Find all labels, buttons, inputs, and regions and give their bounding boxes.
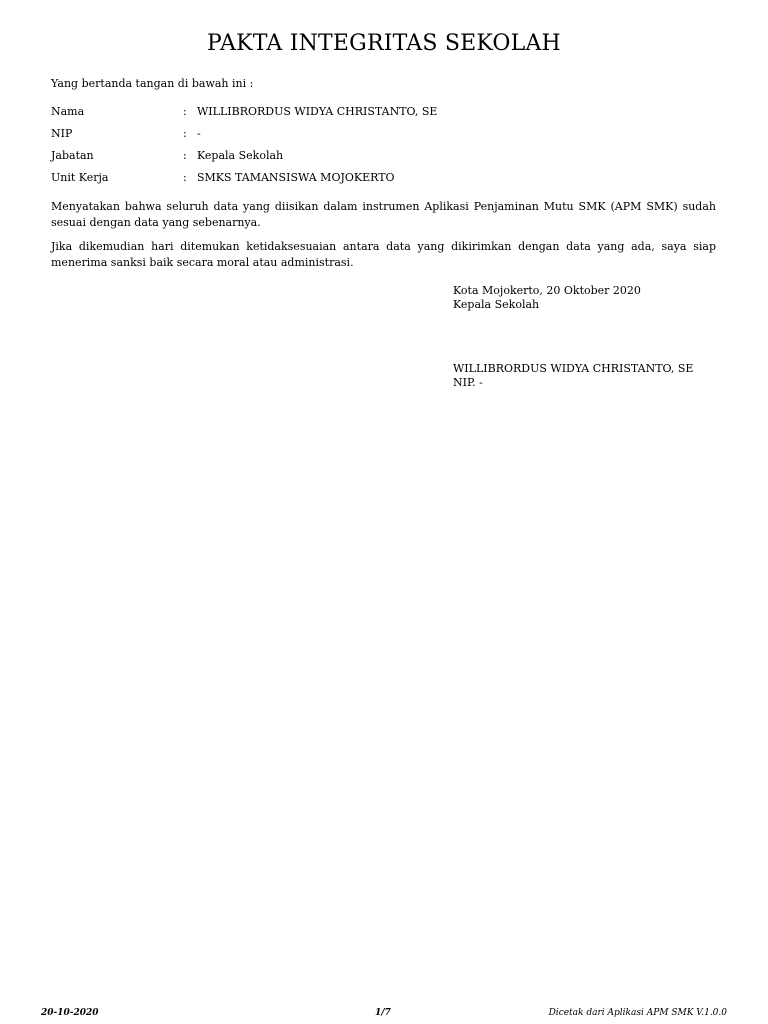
signature-name: WILLIBRORDUS WIDYA CHRISTANTO, SE — [453, 362, 694, 375]
identity-row-unit-kerja — [51, 171, 711, 193]
identity-label: Nama — [51, 105, 85, 118]
signature-header — [453, 284, 641, 312]
identity-colon: : — [183, 171, 187, 184]
statement-paragraph: Menyatakan bahwa seluruh data yang diisikan dalam instrumen Aplikasi Penjaminan Mutu SMK (APM SMK) sudah sesuai dengan data yang sebenarnya. — [51, 200, 716, 229]
signature-place-date: Kota Mojokerto, 20 Oktober 2020 — [453, 284, 641, 297]
identity-label: NIP — [51, 127, 73, 140]
signature-position: Kepala Sekolah — [453, 298, 540, 311]
identity-value: WILLIBRORDUS WIDYA CHRISTANTO, SE — [197, 105, 438, 118]
identity-row-jabatan — [51, 149, 711, 171]
footer-date: 20-10-2020 — [41, 1008, 99, 1018]
intro-text: Yang bertanda tangan di bawah ini : — [51, 77, 254, 90]
identity-colon: : — [183, 105, 187, 118]
identity-table — [51, 105, 711, 193]
identity-value: - — [197, 127, 201, 140]
signature-nip: NIP. - — [453, 376, 483, 389]
identity-label: Jabatan — [51, 149, 94, 162]
identity-value: SMKS TAMANSISWA MOJOKERTO — [197, 171, 395, 184]
identity-row-nama — [51, 105, 711, 127]
footer-page-number: 1/7 — [375, 1008, 391, 1018]
identity-label: Unit Kerja — [51, 171, 109, 184]
sanction-paragraph: Jika dikemudian hari ditemukan ketidaksesuaian antara data yang dikirimkan dengan data yang ada, saya siap menerima sanksi baik secara moral atau administrasi. — [51, 240, 716, 269]
identity-value: Kepala Sekolah — [197, 149, 284, 162]
identity-colon: : — [183, 149, 187, 162]
identity-row-nip — [51, 127, 711, 149]
signature-footer — [453, 362, 693, 390]
identity-colon: : — [183, 127, 187, 140]
page-title: PAKTA INTEGRITAS SEKOLAH — [207, 31, 561, 56]
footer-credit: Dicetak dari Aplikasi APM SMK V.1.0.0 — [548, 1008, 727, 1018]
